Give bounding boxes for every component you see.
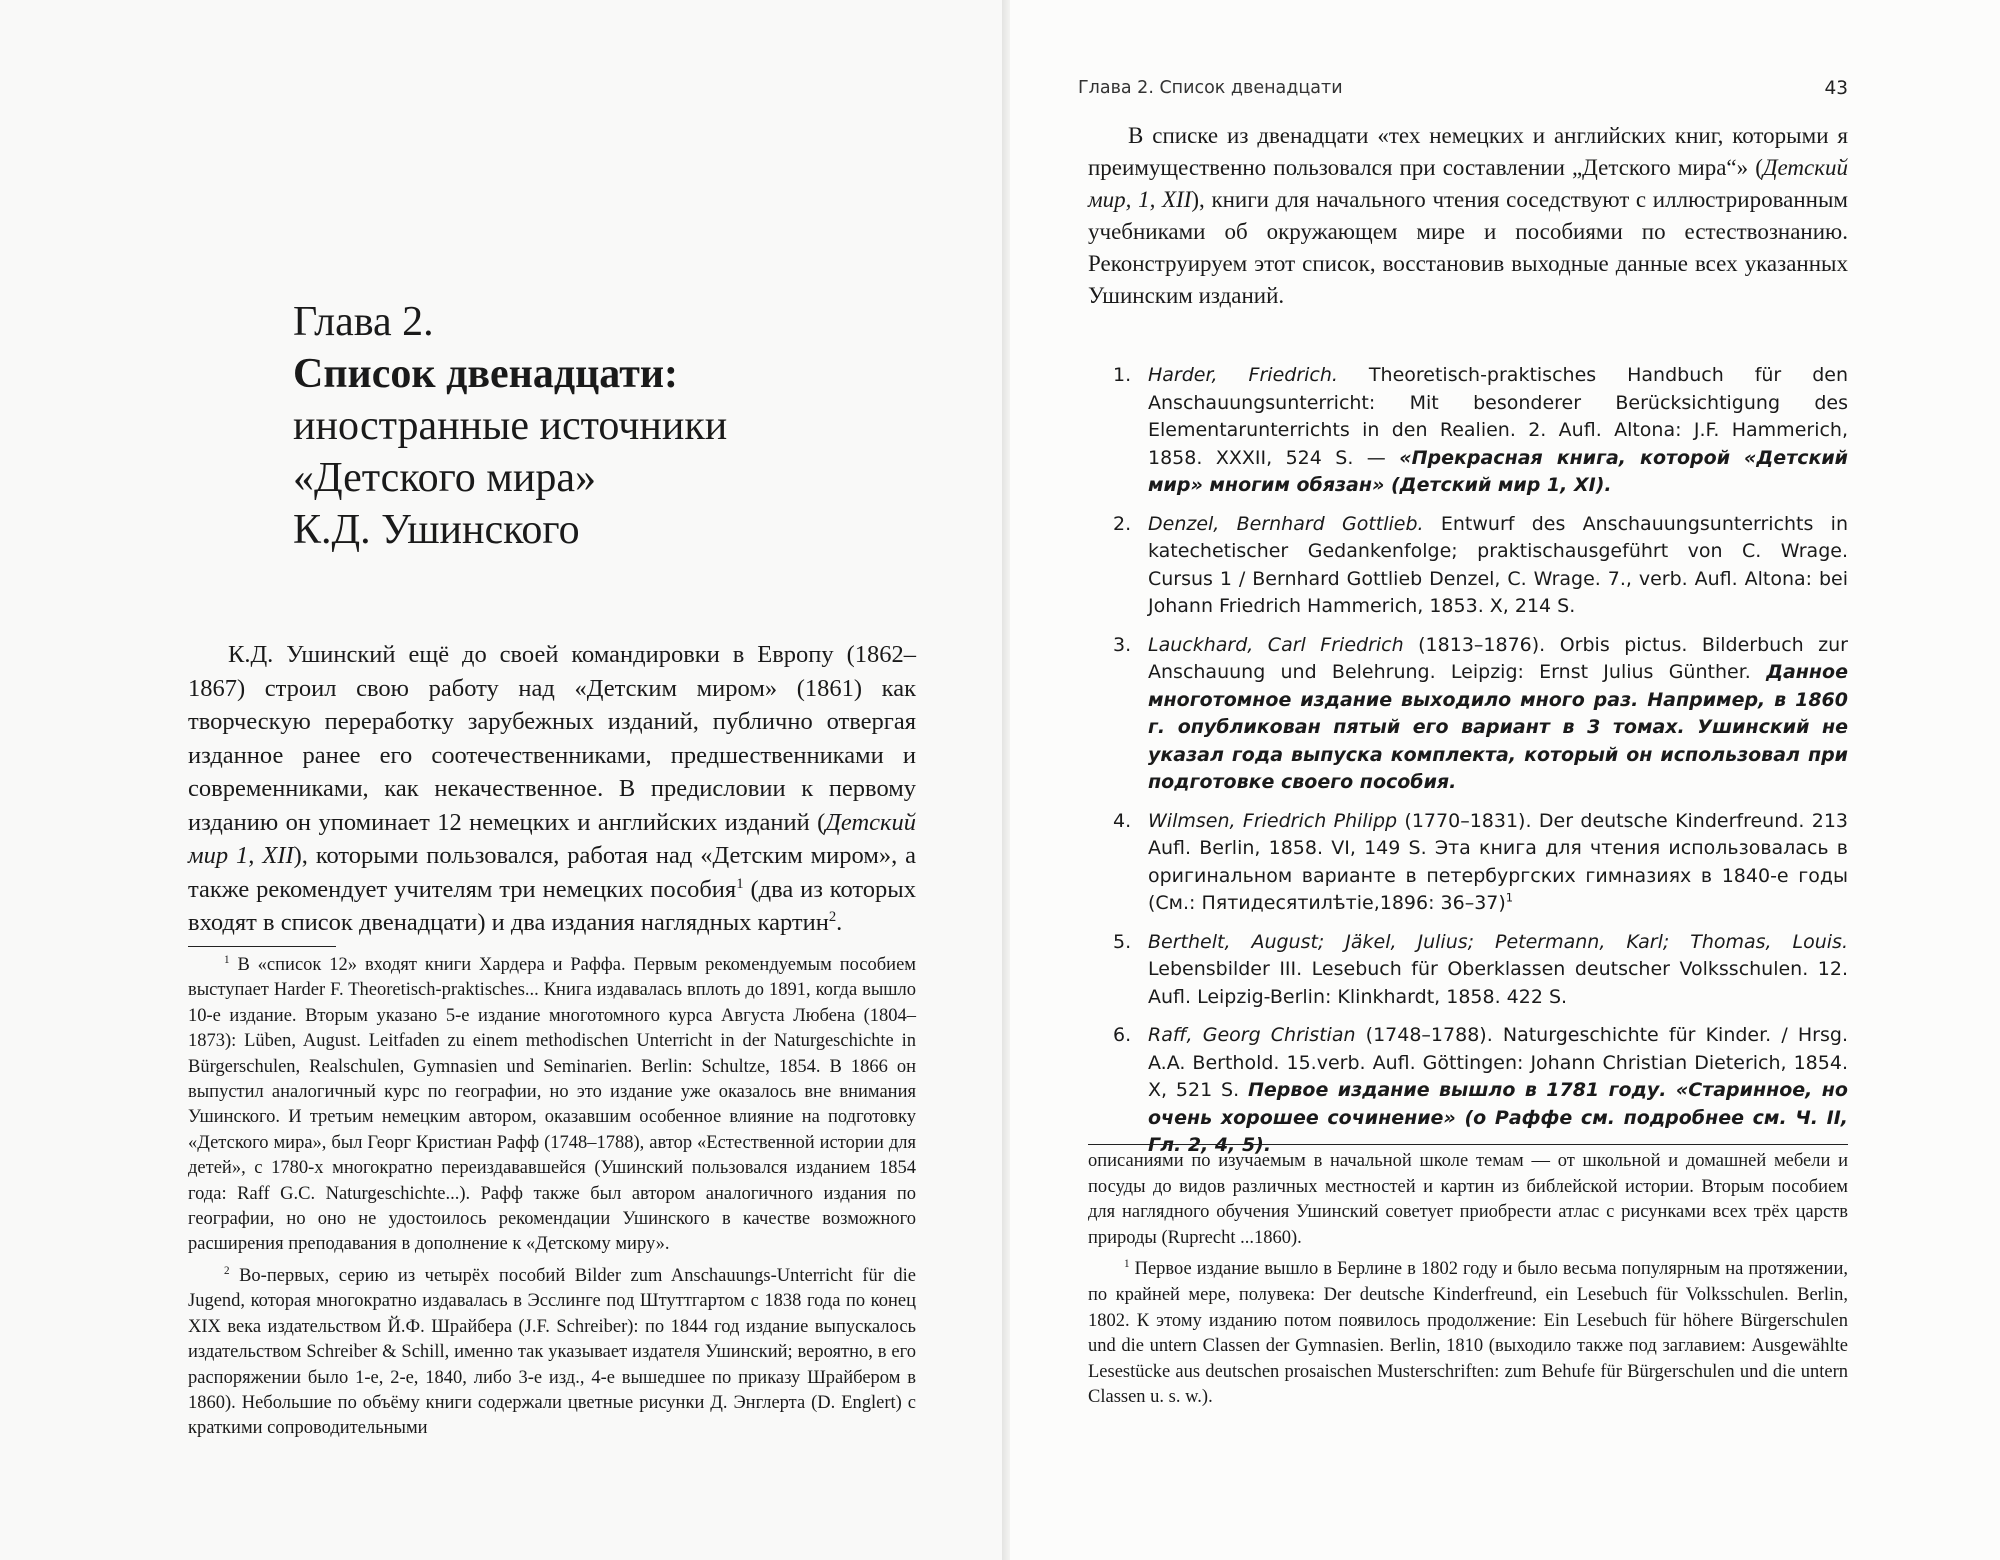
body-text: ), которыми пользовался, работая над «Детским миром», а также рекомендует учителям три немецких пособия <box>188 842 917 903</box>
footnote-1 <box>1088 1257 1848 1411</box>
entry-author: Lauckhard, Carl Friedrich <box>1148 633 1404 656</box>
bibliography-list <box>1113 362 1848 1171</box>
entry-text: Lebensbilder III. Lesebuch für Oberklassen deutscher Volksschulen. 12. Aufl. Leipzig-Berlin: Klinkhardt, 1858. 422 S. <box>1148 958 1848 1008</box>
chapter-heading-subtitle-line1: иностранные источники <box>293 403 728 449</box>
footnotes-left <box>188 946 916 1448</box>
body-citation: Детский мир 1, XII <box>188 808 916 869</box>
entry-text: Der deutsche Kinderfreund. 213 Aufl. Berlin, 1858. VI, 149 S. Эта книга для чтения использовалась в оригинальном варианте в петербургских гимназиях в 1840-е годы (См.: Пятидесятилѣтiе,1896: 36–37) <box>1148 809 1848 914</box>
footnote-1 <box>188 953 916 1258</box>
entry-dates: (1770–1831). <box>1397 809 1532 832</box>
chapter-heading-title: Список двенадцати: <box>293 351 679 397</box>
chapter-heading-subtitle-line2: «Детского мира» <box>293 455 596 501</box>
footnote-mark: 2 <box>224 1264 230 1277</box>
entry-text: Entwurf des Anschauungsunterrichts in katechetischer Gedankenfolge; praktischausgeführt von C. Wrage. Cursus 1 / Bernhard Gottlieb Denzel, C. Wrage. 7., verb. Aufl. Altona: bei Johann Friedrich Hammerich, 1853. X, 214 S. <box>1148 512 1848 617</box>
entry-text: Theoretisch-praktisches Handbuch für den Anschauungsunterricht: Mit besonderer Berücksichtigung des Elementarunterrichts in den Realien. 2. Aufl. Altona: J.F. Hammerich, 1858. XXXII, 524 S. — <box>1148 364 1848 469</box>
intro-citation: Детский мир, 1, XII <box>1088 155 1848 212</box>
chapter-heading-subtitle-line3: К.Д. Ушинского <box>293 507 580 553</box>
book-gutter <box>1002 0 1010 1560</box>
entry-text: Orbis pictus. Bilderbuch zur Anschauung und Belehrung. Leipzig: Ernst Julius Günther. <box>1148 633 1848 683</box>
body-text: К.Д. Ушинский ещё до своей командировки в Европу (1862–1867) строил свою работу над «Детским миром» (1861) как творческую переработку зарубежных изданий, публично отвергая изданное ранее его соотечественниками, предшественниками и современниками, как некачественное. В предисловии к первому изданию он упоминает 12 немецких и английских изданий ( <box>188 641 916 836</box>
bibliography-entry <box>1113 929 1848 1012</box>
intro-text: ), книги для начального чтения соседствуют с иллюстрированным учебниками об окружающем мире и пособиями по естествознанию. Реконструируем этот список, восстановив выходные данные всех указанных Ушинским изданий. <box>1088 187 1848 308</box>
body-paragraph <box>188 638 916 940</box>
entry-author: Wilmsen, Friedrich Philipp <box>1148 809 1398 832</box>
page-number: 43 <box>1824 78 1848 99</box>
bibliography-entry <box>1113 511 1848 621</box>
footnote-text: В «список 12» входят книги Хардера и Раффа. Первым рекомендуемым пособием выступает Harder F. Theoretisch-praktisches... Книга издавалась вплоть до 1891, когда вышло 10-е издание. Вторым указано 5-е издание многотомного курса Августа Любена (1804–1873): Lüben, August. Leitfaden zu einem methodischen Unterricht in der Naturgeschichte in Bürgerschulen, Realschulen, Gymnasien und Seminarien. Berlin: Schultze, 1854. В 1866 он выпустил аналогичный курс по географии, но это издание уже оказалось вне внимания Ушинского. И третьим немецким автором, оказавшим особенное влияние на подготовку «Детского мира», был Георг Кристиан Рафф (1748–1788), автор «Естественной истории для детей», с 1780-х многократно переиздававшейся (Ушинский пользовался изданием 1854 года: Raff G.C. Naturgeschichte...). Рафф также был автором аналогичного издания по географии, но оно не удостоилось рекомендации Ушинского в качестве возможного расширения преподавания в дополнение к «Детскому миру». <box>188 955 916 1255</box>
entry-number: 4. <box>1113 809 1132 832</box>
intro-paragraph <box>1088 120 1848 312</box>
body-text: . <box>836 909 843 936</box>
footnote-rule <box>1088 1144 1848 1145</box>
footnote-continuation: описаниями по изучаемым в начальной школе темам — от школьной и домашней мебели и посуды до видов различных местностей и картин из библейской истории. Вторым пособием для наглядного обучения Ушинский советует приобрести атлас с рисунками всех трёх царств природы (Ruprecht ...1860). <box>1088 1151 1848 1248</box>
entry-author: Denzel, Bernhard Gottlieb. <box>1148 512 1424 535</box>
running-head: Глава 2. Список двенадцати <box>1078 78 1343 98</box>
chapter-heading-number: Глава 2. <box>293 299 434 345</box>
footnote-2 <box>188 1264 916 1442</box>
entry-note: Первое издание вышло в 1781 году. «Старинное, но очень хорошее сочинение» (о Раффе см. подробнее см. Ч. II, Гл. 2, 4, 5). <box>1148 1079 1848 1156</box>
intro-text: В списке из двенадцати «тех немецких и английских книг, которыми я преимущественно пользовался при составлении „Детского мира“» ( <box>1088 123 1848 180</box>
entry-author: Harder, Friedrich. <box>1148 364 1338 386</box>
entry-dates: (1813–1876). <box>1403 633 1546 656</box>
body-text: (два из которых входят в список двенадцати) и два издания наглядных картин <box>188 875 916 936</box>
entry-note: «Прекрасная книга, которой «Детский мир» многим обязан» (Детский мир 1, XI). <box>1148 446 1848 496</box>
entry-number: 3. <box>1113 633 1132 656</box>
entry-number: 5. <box>1113 930 1132 953</box>
bibliography-entry <box>1113 362 1848 500</box>
footnote-rule <box>188 946 336 947</box>
chapter-heading <box>293 296 933 556</box>
entry-number: 1. <box>1113 364 1132 386</box>
footnote-mark: 1 <box>1124 1258 1130 1271</box>
bibliography-entry <box>1113 1022 1848 1160</box>
bibliography-entry <box>1113 632 1848 797</box>
entry-note: Данное многотомное издание выходило много раз. Например, в 1860 г. опубликован пятый его вариант в 3 томах. Ушинский не указал года выпуска комплекта, который он использовал при подготовке своего пособия. <box>1148 661 1848 793</box>
footnote-ref[interactable]: 1 <box>1505 890 1514 905</box>
footnote-ref[interactable]: 1 <box>736 875 744 892</box>
footnote-mark: 1 <box>224 953 230 966</box>
right-page <box>1010 0 2000 1560</box>
entry-text: Naturgeschichte für Kinder. / Hrsg. A.A. Berthold. 15.verb. Aufl. Göttingen: Johann Christian Dieterich, 1854. X, 521 S. <box>1148 1024 1848 1101</box>
footnote-text: Во-первых, серию из четырёх пособий Bilder zum Anschauungs-Unterricht für die Jugend, которая многократно издавалась в Эсслинге под Штуттгартом с 1838 года по конец XIX века издательством Й.Ф. Шрайбера (J.F. Schreiber): по 1844 год издание выпускалось издательством Schreiber & Schill, именно так указывает издателя Ушинский; вероятно, в его распоряжении было 1-е, 2-е, 1840, либо 3-е изд., 4-е вышедшее по приказу Шрайбером в 1860). Небольшие по объёму книги содержали цветные рисунки Д. Энглерта (D. Englert) с краткими сопроводительными <box>188 1265 916 1439</box>
bibliography-entry <box>1113 808 1848 918</box>
footnotes-right <box>1088 1144 1848 1417</box>
entry-number: 6. <box>1113 1024 1132 1046</box>
footnote-ref[interactable]: 2 <box>828 908 837 925</box>
footnote-text: Первое издание вышло в Берлине в 1802 году и было весьма популярным на протяжении, по крайней мере, полувека: Der deutsche Kinderfreund, ein Lesebuch für Volksschulen. Berlin, 1802. К этому изданию потом появилось продолжение: Ein Lesebuch für höhere Bürgerschulen und die untern Classen der Gymnasien. Berlin, 1810 (выходило также под заглавием: Ausgewählte Lesestücke aus deutschen prosaischen Musterschriften: zum Behufe für Bürgerschulen und die untern Classen u. s. w.). <box>1088 1259 1848 1408</box>
entry-author: Raff, Georg Christian <box>1148 1024 1356 1046</box>
entry-author: Berthelt, August; Jäkel, Julius; Petermann, Karl; Thomas, Louis. <box>1148 930 1848 953</box>
entry-number: 2. <box>1113 512 1132 535</box>
entry-dates: (1748–1788). <box>1355 1024 1493 1046</box>
